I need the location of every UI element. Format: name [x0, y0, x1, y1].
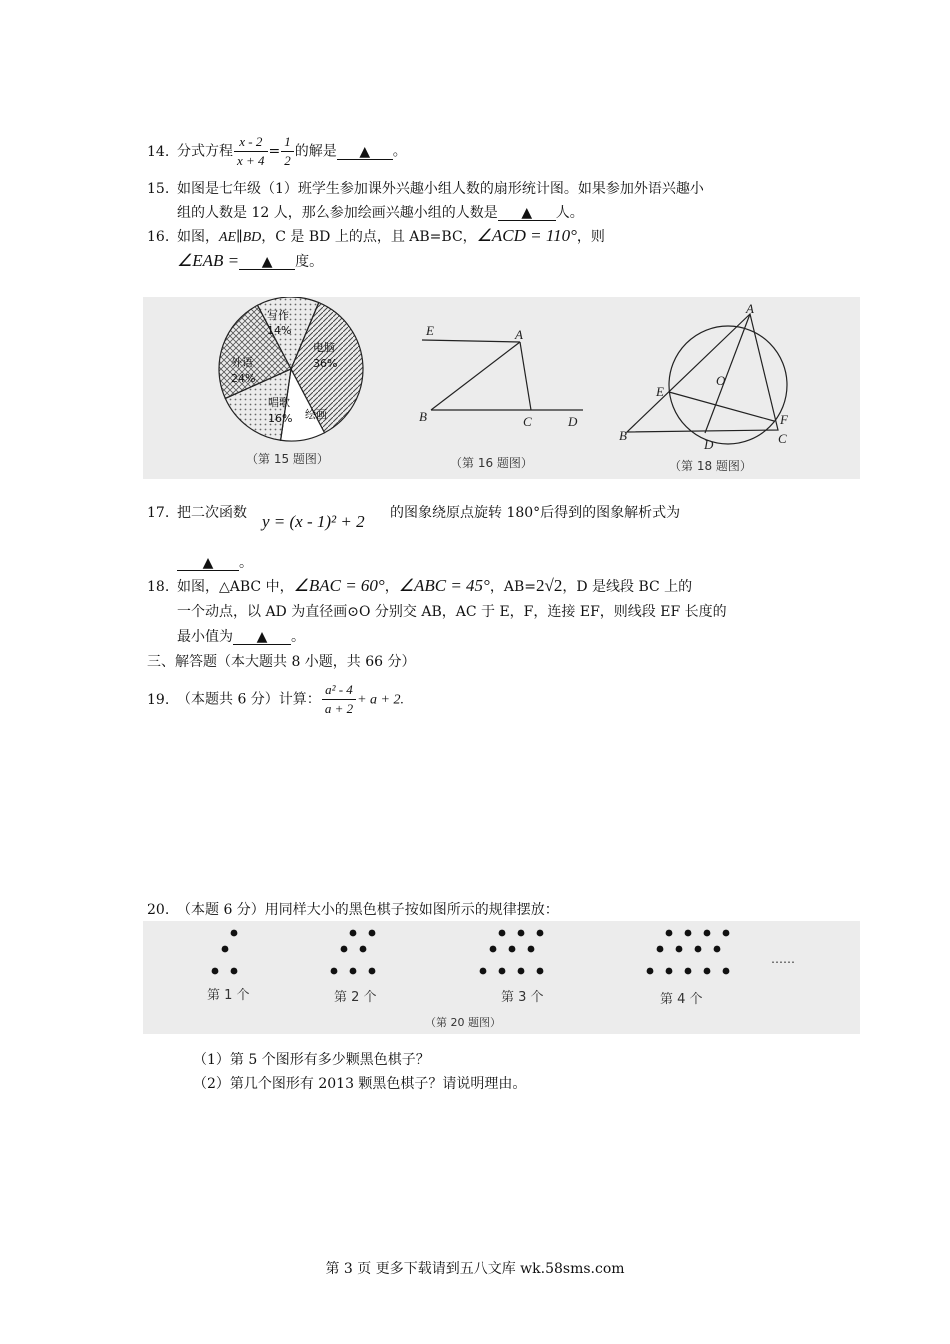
angle-abc: ∠ABC = 45°	[398, 576, 490, 595]
pie-label-computer: 电脑	[313, 341, 335, 354]
question-16	[147, 226, 605, 246]
answer-blank: ▲	[498, 206, 556, 221]
chess-piece	[212, 968, 219, 975]
fig-label-3: 第 3 个	[501, 990, 544, 1005]
answer-blank: ▲	[337, 145, 393, 160]
question-18-line2: 一个动点，以 AD 为直径画⊙O 分别交 AB，AC 于 E，F，连接 EF，则线段 EF 长度的	[177, 604, 727, 620]
chess-piece	[480, 968, 487, 975]
angle-acd: ∠ACD = 110°	[476, 226, 577, 245]
angle-bac: ∠BAC = 60°	[293, 576, 385, 595]
q14-text: 分式方程	[177, 143, 233, 160]
q18-ab: ，AB=	[489, 579, 536, 595]
chess-piece	[685, 930, 692, 937]
question-15	[147, 178, 704, 198]
q14-post: 的解是	[294, 143, 337, 160]
q16-post: ，则	[576, 229, 605, 245]
chess-piece	[369, 930, 376, 937]
caption-fig16: （第 16 题图）	[450, 456, 533, 470]
q16-unit: 度。	[295, 254, 324, 270]
pie-label-writing: 写作	[267, 309, 289, 322]
question-17-answer	[177, 552, 253, 572]
point-b: B	[619, 428, 627, 443]
figure-row-15-16-18	[143, 297, 860, 479]
chess-piece	[499, 968, 506, 975]
chess-piece	[537, 930, 544, 937]
chess-piece	[350, 968, 357, 975]
chess-piece	[537, 968, 544, 975]
pie-label-painting: 绘画	[305, 408, 327, 421]
question-17	[147, 502, 247, 522]
caption-fig20: （第 20 题图）	[425, 1016, 501, 1029]
answer-blank: ▲	[233, 630, 291, 645]
chess-piece	[331, 968, 338, 975]
chess-piece	[676, 946, 683, 953]
q18-post1: ，D 是线段 BC 上的	[562, 579, 693, 595]
q18-pre: 如图，△ABC 中，	[177, 579, 294, 595]
fraction-1	[234, 133, 268, 170]
fig-label-4: 第 4 个	[660, 992, 703, 1007]
figure-20-svg	[143, 921, 860, 1034]
chess-pieces	[212, 930, 730, 975]
caption-fig15: （第 15 题图）	[246, 452, 329, 466]
chess-piece	[518, 930, 525, 937]
chess-piece	[499, 930, 506, 937]
q19-pre: （本题共 6 分）计算：	[177, 691, 321, 708]
parallel-symbol: ∥	[236, 229, 243, 245]
chess-piece	[518, 968, 525, 975]
chess-piece	[723, 968, 730, 975]
question-20-part1: （1）第 5 个图形有多少颗黑色棋子？	[193, 1052, 430, 1068]
angle-eab: ∠EAB =	[177, 251, 240, 270]
point-b: B	[419, 409, 427, 424]
question-20-part2: （2）第几个图形有 2013 颗黑色棋子？请说明理由。	[193, 1076, 527, 1092]
q14-end: 。	[392, 143, 407, 160]
q16-pre: 如图，	[177, 229, 219, 245]
question-number: 18.	[147, 579, 170, 595]
pie-pct-language: 24%	[231, 372, 256, 385]
page-footer: 第 3 页 更多下载请到五八文库 wk.58sms.com	[325, 1261, 625, 1277]
q18-end: 。	[291, 629, 305, 645]
figures-svg	[143, 297, 860, 479]
chess-piece	[341, 946, 348, 953]
q20-text: （本题 6 分）用同样大小的黑色棋子按如图所示的规律摆放：	[177, 902, 559, 918]
figure-16	[419, 323, 583, 429]
chess-piece	[360, 946, 367, 953]
numerator: x - 2	[234, 133, 268, 152]
q15-line1: 如图是七年级（1）班学生参加课外兴趣小组人数的扇形统计图。如果参加外语兴趣小	[177, 181, 704, 197]
line-ac	[520, 342, 531, 410]
chess-piece	[350, 930, 357, 937]
point-d: D	[568, 414, 578, 429]
pie-label-language: 外语	[231, 356, 253, 369]
question-14	[147, 133, 407, 170]
chess-piece	[666, 930, 673, 937]
chess-piece	[490, 946, 497, 953]
fig-label-1: 第 1 个	[207, 988, 250, 1003]
chess-piece	[666, 968, 673, 975]
numerator: 1	[281, 133, 294, 152]
point-c: C	[523, 414, 532, 429]
denominator: 2	[284, 153, 291, 168]
question-number: 17.	[147, 505, 170, 521]
chess-piece	[222, 946, 229, 953]
q17-post: 的图象绕原点旋转 180°后得到的图象解析式为	[390, 505, 681, 521]
answer-blank: ▲	[177, 556, 239, 571]
segment-bd: BD	[242, 230, 262, 245]
ellipsis: ……	[771, 952, 795, 966]
chess-piece	[647, 968, 654, 975]
question-number: 16.	[147, 229, 170, 245]
answer-blank: ▲	[239, 255, 295, 270]
pie-pct-writing: 14%	[267, 324, 292, 337]
pie-pct-computer: 36%	[313, 357, 338, 370]
chess-piece	[657, 946, 664, 953]
pie-pct-singing: 16%	[268, 412, 293, 425]
question-number: 15.	[147, 181, 170, 197]
circle-o	[669, 326, 787, 444]
chess-piece	[509, 946, 516, 953]
segment-ef	[669, 392, 774, 421]
q17-end: 。	[239, 555, 253, 571]
point-d: D	[704, 437, 714, 452]
pie-label-singing: 唱歌	[268, 396, 290, 409]
denominator: a + 2	[324, 701, 354, 716]
question-16-line2	[177, 251, 323, 271]
line-ab	[431, 342, 520, 410]
question-number: 14.	[147, 143, 170, 160]
question-number: 20.	[147, 902, 170, 918]
q15-line2-pre: 组的人数是 12 人，那么参加绘画兴趣小组的人数是	[177, 205, 498, 221]
chess-piece	[231, 968, 238, 975]
question-15-line2	[177, 202, 584, 222]
segment-ae: AE	[219, 230, 237, 245]
q15-line2-post: 人。	[555, 205, 584, 221]
denominator: x + 4	[237, 153, 265, 168]
question-18	[147, 576, 692, 596]
segment-ad	[705, 314, 750, 433]
q17-pre: 把二次函数	[177, 505, 247, 521]
point-e: E	[426, 323, 434, 338]
chess-piece	[704, 930, 711, 937]
figure-20	[143, 921, 860, 1034]
point-f: F	[780, 412, 788, 427]
point-o: O	[716, 373, 726, 388]
numerator: a² - 4	[322, 681, 356, 700]
chess-piece	[704, 968, 711, 975]
quadratic-formula: y = (x - 1)² + 2	[262, 512, 365, 531]
chess-piece	[723, 930, 730, 937]
fraction-2	[281, 133, 294, 170]
question-19	[147, 681, 404, 718]
section-title: 三、解答题（本大题共 8 小题，共 66 分）	[147, 654, 416, 670]
ab-value: 2√2	[535, 576, 563, 595]
fraction	[322, 681, 356, 718]
question-18-line3	[177, 626, 305, 646]
point-c: C	[778, 431, 787, 446]
chess-piece	[231, 930, 238, 937]
q18-line3-pre: 最小值为	[177, 629, 233, 645]
q16-mid: ，C 是 BD 上的点，且 AB=BC，	[261, 229, 477, 245]
equals-sign: =	[268, 143, 281, 160]
q18-sep: ，	[384, 579, 399, 595]
q19-post: + a + 2.	[357, 692, 404, 708]
point-e: E	[656, 384, 664, 399]
chess-piece	[528, 946, 535, 953]
chess-piece	[685, 968, 692, 975]
chess-piece	[695, 946, 702, 953]
line-ea	[422, 340, 520, 342]
point-a: A	[746, 301, 754, 316]
fig-label-2: 第 2 个	[334, 990, 377, 1005]
question-20	[147, 899, 559, 919]
figure-18	[619, 301, 789, 452]
chess-piece	[369, 968, 376, 975]
chess-piece	[714, 946, 721, 953]
question-number: 19.	[147, 691, 170, 708]
point-a: A	[515, 327, 523, 342]
caption-fig18: （第 18 题图）	[669, 459, 752, 473]
